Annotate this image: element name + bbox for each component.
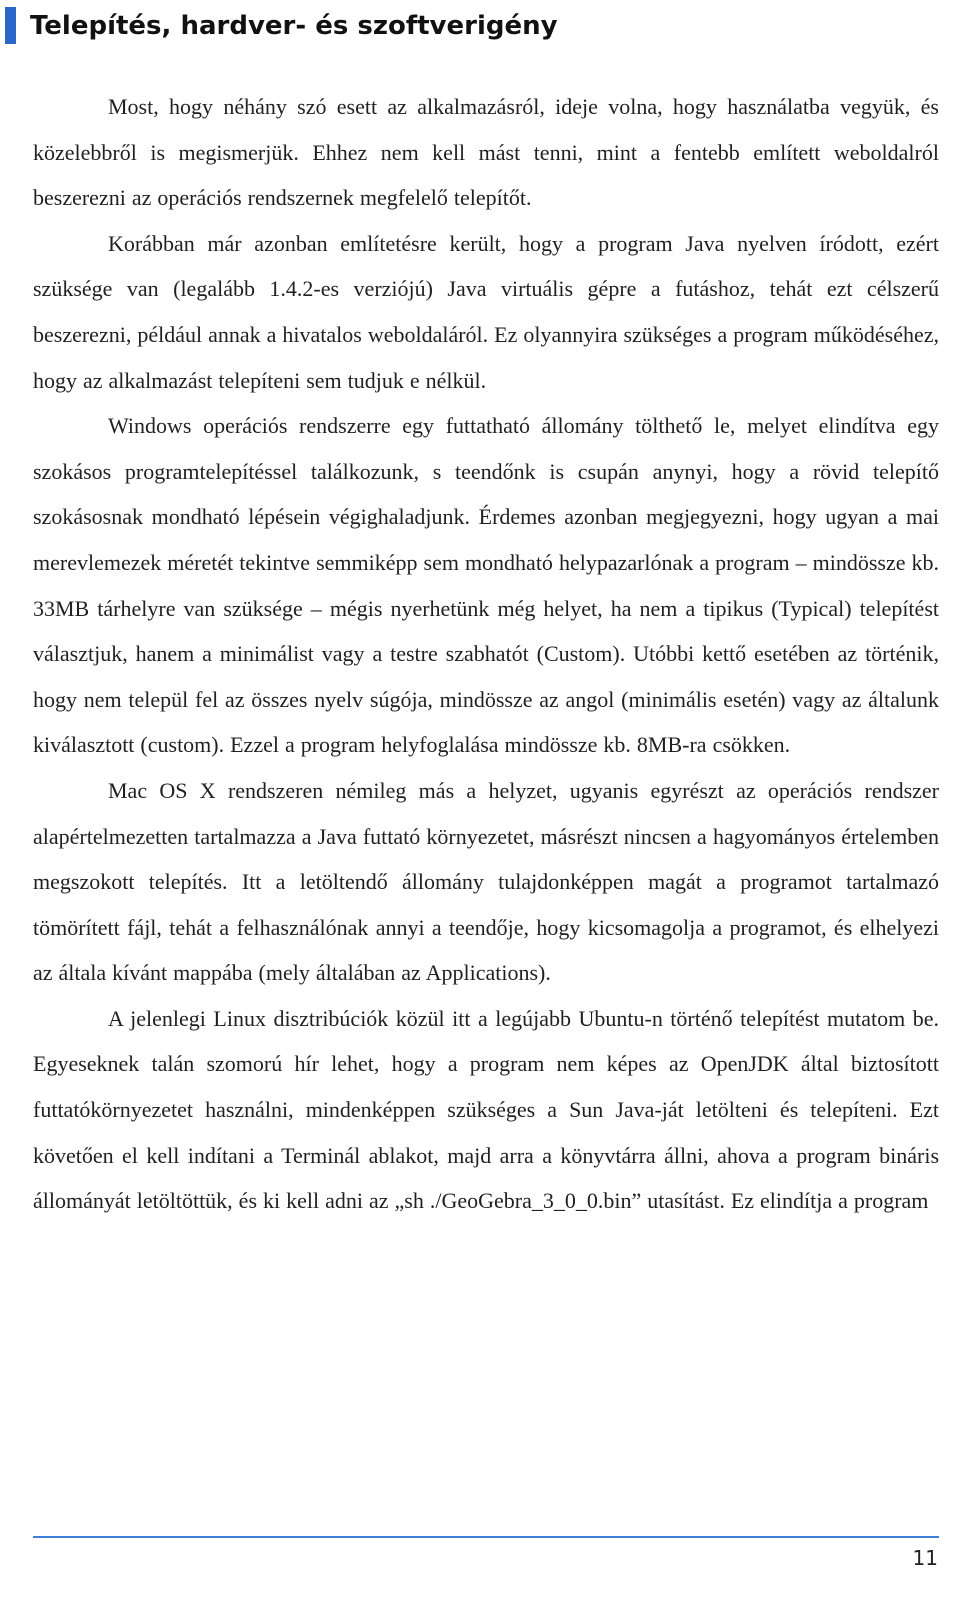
paragraph: Most, hogy néhány szó esett az alkalmazásról, ideje volna, hogy használatba vegyük, és közelebbről is megismerjük. Ehhez nem kell mást tenni, mint a fentebb említett weboldalról beszerezni az operációs rendszernek megfelelő telepítőt. — [33, 94, 939, 211]
footer-rule — [33, 1536, 939, 1538]
paragraph: A jelenlegi Linux disztribúciók közül itt a legújabb Ubuntu-n történő telepítést mutatom be. Egyeseknek talán szomorú hír lehet, hogy a program nem képes az OpenJDK által biztosított futtatókörnyezetet használni, mindenképpen szükséges a Sun Java-ját letölteni és telepíteni. Ezt követően el kell indítani a Terminál ablakot, majd arra a könyvtárra állni, ahova a program bináris állományát letöltöttük, és ki kell adni az „sh ./GeoGebra_3_0_0.bin” utasítást. Ez elindítja a program — [33, 1005, 939, 1214]
section-heading: Telepítés, hardver- és szoftverigény — [30, 11, 558, 41]
heading-accent-bar — [5, 7, 16, 44]
paragraph: Windows operációs rendszerre egy futtatható állomány tölthető le, melyet elindítva egy szokásos programtelepítéssel találkozunk, s teendőnk is csupán anynyi, hogy a rövid telepítő szokásosnak mondható lépésein végighaladjunk. Érdemes azonban megjegyezni, hogy ugyan a mai merevlemezek méretét tekintve semmiképp sem mondható helypazarlónak a program – mindössze kb. 33MB tárhelyre van szüksége – mégis nyerhetünk még helyet, ha nem a tipikus (Typical) telepítést választjuk, hanem a minimálist vagy a testre szabhatót (Custom). Utóbbi kettő esetében az történik, hogy nem települ fel az összes nyelv súgója, mindössze az angol (minimális esetén) vagy az általunk kiválasztott (custom). Ezzel a program helyfoglalása mindössze kb. 8MB-ra csökken. — [33, 413, 939, 758]
paragraph: Korábban már azonban említetésre került, hogy a program Java nyelven íródott, ezért szüksége van (legalább 1.4.2-es verziójú) Java virtuális gépre a futáshoz, tehát ezt célszerű beszerezni, például annak a hivatalos weboldaláról. Ez olyannyira szükséges a program működéséhez, hogy az alkalmazást telepíteni sem tudjuk e nélkül. — [33, 230, 939, 393]
page-number: 11 — [912, 1546, 938, 1570]
body-text — [33, 84, 939, 1224]
paragraph: Mac OS X rendszeren némileg más a helyzet, ugyanis egyrészt az operációs rendszer alapértelmezetten tartalmazza a Java futtató környezetet, másrészt nincsen a hagyományos értelemben megszokott telepítés. Itt a letöltendő állomány tulajdonképpen magát a programot tartalmazó tömörített fájl, tehát a felhasználónak annyi a teendője, hogy kicsomagolja a programot, és elhelyezi az általa kívánt mappába (mely általában az Applications). — [33, 777, 939, 986]
